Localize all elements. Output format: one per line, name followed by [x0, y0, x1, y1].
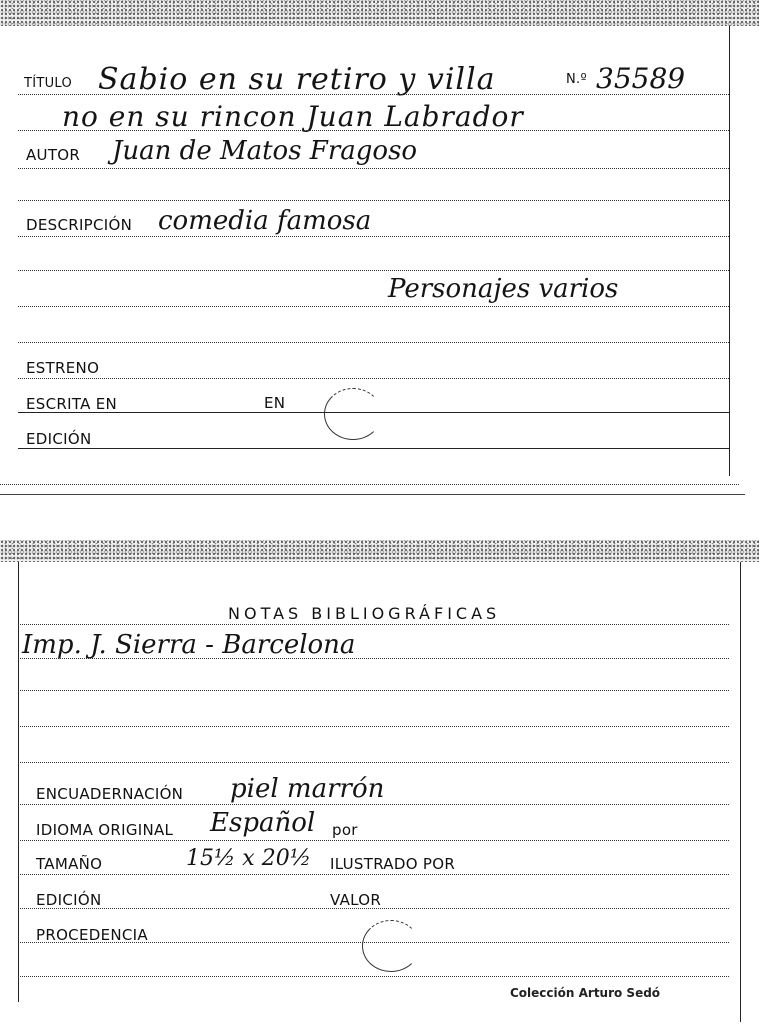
blank-rule-4: [18, 342, 729, 343]
tamano-value: 15½ x 20½: [186, 846, 312, 871]
card-top-bottom-edge: [0, 484, 739, 485]
titulo-rule: [18, 94, 729, 95]
estreno-label: ESTRENO: [26, 359, 100, 377]
notas-rule-1: [18, 624, 729, 625]
escrita-label: ESCRITA EN: [26, 395, 118, 413]
idioma-label: IDIOMA ORIGINAL: [36, 821, 174, 839]
card-top-right-border: [729, 26, 730, 476]
procedencia-rule: [18, 942, 729, 943]
blind-stamp-mark-2: [362, 920, 420, 972]
titulo-value-line1: Sabio en su retiro y villa: [98, 62, 496, 97]
edicion-bottom-label: EDICIÓN: [36, 891, 102, 909]
notas-rule-5: [18, 762, 729, 763]
numero-label: N.º: [566, 72, 587, 87]
titulo-value-line2: no en su rincon Juan Labrador: [62, 100, 524, 133]
encuadernacion-label: ENCUADERNACIÓN: [36, 785, 184, 803]
blind-stamp-mark: [324, 388, 382, 440]
blank-rule-2: [18, 270, 729, 271]
card-separator: [0, 494, 745, 495]
autor-label: AUTOR: [26, 146, 81, 164]
en-label: EN: [264, 394, 286, 412]
notas-value: Imp. J. Sierra - Barcelona: [22, 630, 356, 660]
blank-rule-1: [18, 200, 729, 201]
autor-rule: [18, 168, 729, 169]
idioma-rule: [18, 840, 729, 841]
bottom-rule: [18, 976, 729, 977]
descripcion-rule: [18, 236, 729, 237]
titulo-label: TÍTULO: [24, 76, 73, 91]
card-bottom-speckled-edge: [0, 540, 759, 562]
card-top-speckled-edge: [0, 0, 759, 26]
encuadernacion-value: piel marrón: [230, 774, 385, 804]
ilustrado-label: ILUSTRADO POR: [330, 855, 456, 873]
edicion-label: EDICIÓN: [26, 430, 92, 448]
tamano-label: TAMAÑO: [36, 855, 103, 873]
card-bottom-left-border: [18, 562, 19, 1002]
procedencia-label: PROCEDENCIA: [36, 926, 148, 944]
catalog-card-top: [0, 0, 759, 495]
autor-value: Juan de Matos Fragoso: [112, 136, 418, 166]
estreno-rule: [18, 378, 729, 379]
descripcion-value-2: Personajes varios: [388, 274, 619, 304]
notas-rule-3: [18, 690, 729, 691]
por-label: por: [332, 821, 358, 839]
escrita-rule: [18, 412, 729, 413]
collection-footer: Colección Arturo Sedó: [510, 986, 661, 1000]
descripcion-value: comedia famosa: [158, 206, 372, 236]
notas-heading: NOTAS BIBLIOGRÁFICAS: [228, 604, 501, 623]
notas-rule-4: [18, 726, 729, 727]
idioma-value: Español: [210, 808, 316, 838]
card-bottom-right-border: [740, 562, 741, 1022]
notas-rule-2: [18, 658, 729, 659]
catalog-card-bottom: [0, 540, 759, 1028]
descripcion-label: DESCRIPCIÓN: [26, 216, 133, 234]
blank-rule-3: [18, 306, 729, 307]
titulo-rule-2: [18, 130, 729, 131]
tamano-rule: [18, 874, 729, 875]
valor-label: VALOR: [330, 891, 382, 909]
encuadernacion-rule: [18, 804, 729, 805]
numero-value: 35589: [596, 62, 686, 95]
edicion-rule: [18, 448, 729, 449]
edicion-bottom-rule: [18, 908, 729, 909]
